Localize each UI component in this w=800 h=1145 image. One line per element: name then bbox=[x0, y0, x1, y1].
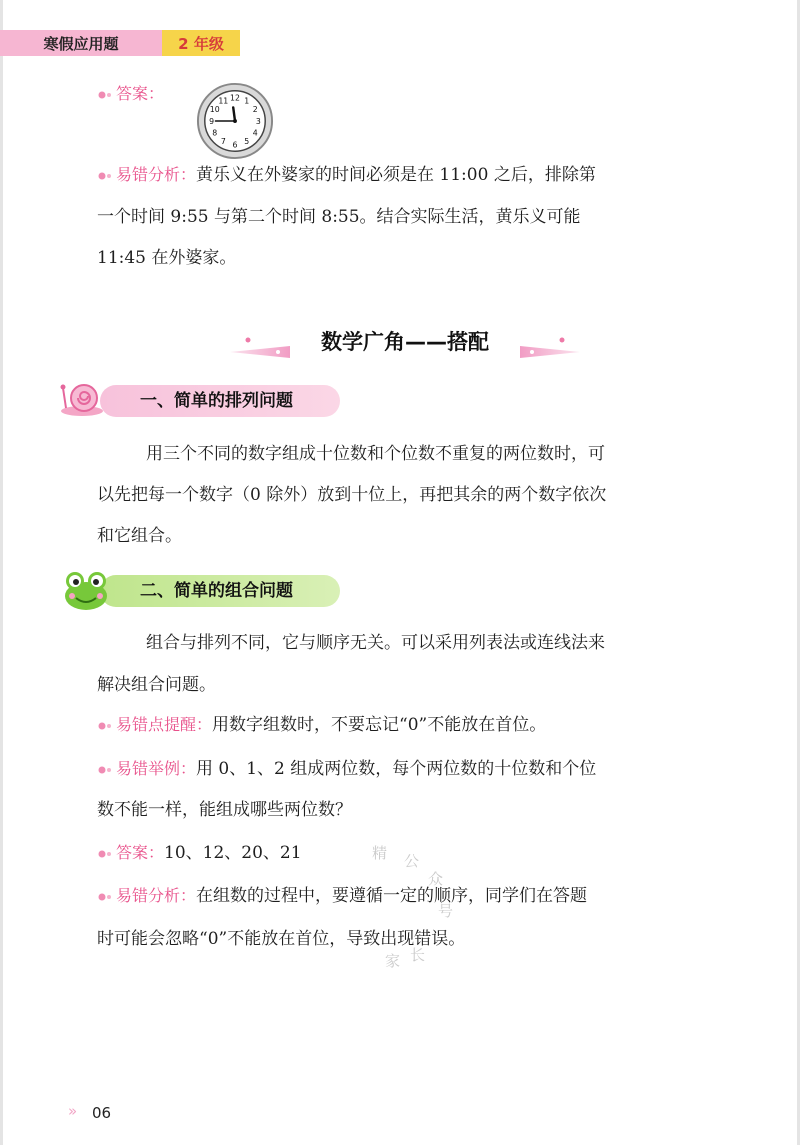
section-title: 数学广角——搭配 bbox=[321, 330, 489, 354]
example-text-line-1: 用 0、1、2 组成两位数，每个两位数的十位数和个位 bbox=[196, 759, 597, 779]
clock-number: 1 bbox=[244, 96, 250, 106]
clock-icon bbox=[196, 82, 274, 160]
watermark-char: 家 bbox=[385, 952, 401, 970]
sub2-text-line-2: 解决组合问题。 bbox=[97, 675, 216, 695]
page-chevron-icon: » bbox=[68, 1102, 78, 1120]
analysis-row-2 bbox=[98, 884, 587, 908]
pink-bullet-icon bbox=[98, 849, 112, 859]
answer-text-2: 10、12、20、21 bbox=[164, 843, 302, 863]
page-header bbox=[0, 30, 240, 56]
analysis2-text-line-1: 在组数的过程中，要遵循一定的顺序，同学们在答题 bbox=[196, 886, 588, 906]
analysis-label: 易错分析： bbox=[116, 165, 197, 184]
clock-number: 12 bbox=[230, 93, 240, 103]
page-edge-left bbox=[0, 0, 3, 1145]
pink-bullet-icon bbox=[98, 721, 112, 731]
clock-number: 8 bbox=[212, 128, 218, 138]
example-row bbox=[98, 757, 596, 781]
clock-number: 2 bbox=[252, 105, 258, 115]
frog-icon bbox=[62, 568, 110, 612]
snail-icon bbox=[58, 378, 104, 418]
subsection-title-1 bbox=[100, 385, 340, 417]
answer-label: 答案： bbox=[116, 84, 165, 103]
analysis-text-line-1: 黄乐义在外婆家的时间必须是在 11:00 之后，排除第 bbox=[196, 165, 596, 185]
watermark-char: 精 bbox=[372, 844, 388, 862]
answer-row-2 bbox=[98, 841, 302, 865]
clock-number: 3 bbox=[255, 116, 261, 126]
subsection-title-2-text: 二、简单的组合问题 bbox=[140, 581, 293, 601]
analysis-label-2: 易错分析： bbox=[116, 886, 197, 905]
pink-bullet-icon bbox=[98, 90, 112, 100]
clock-number: 10 bbox=[209, 105, 220, 115]
pink-bullet-icon bbox=[98, 171, 112, 181]
analysis-row-1 bbox=[98, 163, 596, 187]
clock-number: 6 bbox=[232, 140, 238, 150]
watermark-char: 号 bbox=[438, 902, 454, 920]
tip-row bbox=[98, 713, 546, 737]
watermark-char: 公 bbox=[404, 852, 420, 870]
watermark-char: 长 bbox=[410, 946, 426, 964]
section-banner bbox=[230, 322, 580, 364]
tip-text: 用数字组数时，不要忘记“0”不能放在首位。 bbox=[212, 715, 547, 735]
clock-number: 5 bbox=[244, 137, 250, 147]
pink-bullet-icon bbox=[98, 765, 112, 775]
header-grade: 2 年级 bbox=[162, 30, 240, 56]
tip-label: 易错点提醒： bbox=[116, 715, 213, 734]
clock-number: 11 bbox=[218, 96, 229, 106]
sub1-text-line-1: 用三个不同的数字组成十位数和个位数不重复的两位数时，可 bbox=[146, 444, 605, 464]
example-text-line-2: 数不能一样，能组成哪些两位数？ bbox=[97, 800, 352, 820]
sub2-text-line-1: 组合与排列不同，它与顺序无关。可以采用列表法或连线法来 bbox=[146, 633, 605, 653]
analysis-text-line-3: 11:45 在外婆家。 bbox=[97, 248, 237, 268]
subsection-title-2 bbox=[100, 575, 340, 607]
clock-number: 7 bbox=[220, 137, 226, 147]
page-number: 06 bbox=[92, 1104, 112, 1122]
answer-label-2: 答案： bbox=[116, 843, 165, 862]
example-label: 易错举例： bbox=[116, 759, 197, 778]
analysis-text-line-2: 一个时间 9:55 与第二个时间 8:55。结合实际生活，黄乐义可能 bbox=[97, 207, 581, 227]
analysis2-text-line-2: 时可能会忽略“0”不能放在首位，导致出现错误。 bbox=[97, 929, 466, 949]
clock-number: 4 bbox=[252, 128, 258, 138]
sub1-text-line-3: 和它组合。 bbox=[97, 526, 182, 546]
sub1-text-line-2: 以先把每一个数字（0 除外）放到十位上，再把其余的两个数字依次 bbox=[97, 485, 607, 505]
clock-number: 9 bbox=[209, 116, 215, 126]
pink-bullet-icon bbox=[98, 892, 112, 902]
answer-row-1 bbox=[98, 82, 164, 106]
header-title: 寒假应用题 bbox=[0, 30, 162, 56]
subsection-title-1-text: 一、简单的排列问题 bbox=[140, 391, 293, 411]
watermark-char: 众 bbox=[428, 870, 444, 888]
